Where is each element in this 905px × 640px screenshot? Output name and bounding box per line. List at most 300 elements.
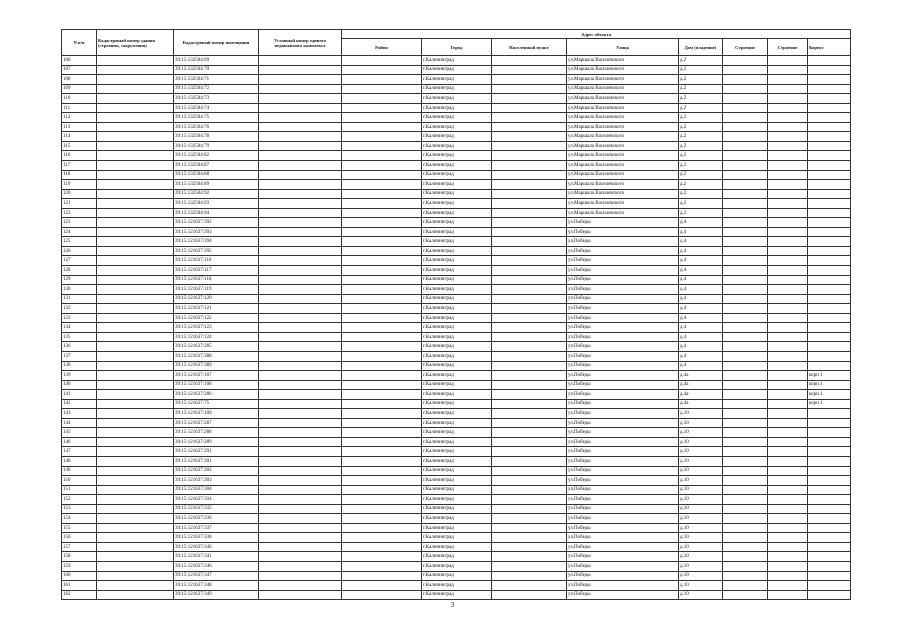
cell-building-cadastral	[97, 342, 174, 352]
cell-complex-number	[259, 227, 342, 237]
table-row	[62, 542, 851, 552]
cell-city: г.Калининград	[422, 161, 492, 171]
cell-house: д.4	[679, 351, 723, 361]
cell-city: г.Калининград	[422, 266, 492, 276]
cell-city: г.Калининград	[422, 476, 492, 486]
cell-structure	[768, 275, 808, 285]
cell-house: д.4	[679, 285, 723, 295]
cell-district	[342, 151, 422, 161]
cell-complex-number	[259, 590, 342, 600]
cell-complex-number	[259, 161, 342, 171]
cell-building	[723, 294, 768, 304]
cell-building-cadastral	[97, 180, 174, 190]
cell-building	[723, 323, 768, 333]
cell-street: ул.Победы	[567, 246, 679, 256]
cell-district	[342, 476, 422, 486]
cell-house: д.2	[679, 161, 723, 171]
cell-structure	[768, 390, 808, 400]
cell-premises-cadastral: 39:15:121637:302	[174, 466, 259, 476]
cell-premises-cadastral: 39:15:132504:73	[174, 94, 259, 104]
cell-complex-number	[259, 256, 342, 266]
cell-number: 127	[62, 256, 97, 266]
cell-korpus	[808, 275, 851, 285]
cell-street: ул.Победы	[567, 514, 679, 524]
cell-number: 122	[62, 208, 97, 218]
cell-premises-cadastral: 39:15:132504:79	[174, 141, 259, 151]
cell-number: 147	[62, 447, 97, 457]
cell-number: 130	[62, 285, 97, 295]
cell-complex-number	[259, 390, 342, 400]
cell-city: г.Калининград	[422, 313, 492, 323]
cell-building-cadastral	[97, 199, 174, 209]
cell-settlement	[492, 552, 567, 562]
cell-complex-number	[259, 351, 342, 361]
cell-number: 155	[62, 523, 97, 533]
cell-building	[723, 571, 768, 581]
cell-house: д.2	[679, 94, 723, 104]
cell-city: г.Калининград	[422, 523, 492, 533]
table-row	[62, 141, 851, 151]
cell-house: д.2	[679, 122, 723, 132]
cell-structure	[768, 504, 808, 514]
cell-building-cadastral	[97, 428, 174, 438]
cell-house: д.2	[679, 208, 723, 218]
cell-structure	[768, 542, 808, 552]
cell-building	[723, 590, 768, 600]
table-row	[62, 237, 851, 247]
header-korpus: Корпус	[808, 39, 851, 56]
cell-district	[342, 533, 422, 543]
cell-house: д.10	[679, 581, 723, 591]
cell-city: г.Калининград	[422, 218, 492, 228]
cell-number: 146	[62, 437, 97, 447]
cell-house: д.10	[679, 447, 723, 457]
cell-complex-number	[259, 466, 342, 476]
cell-number: 154	[62, 514, 97, 524]
cell-premises-cadastral: 39:15:121637:118	[174, 275, 259, 285]
cell-building	[723, 285, 768, 295]
cell-structure	[768, 246, 808, 256]
cell-city: г.Калининград	[422, 103, 492, 113]
cell-premises-cadastral: 39:15:121637:301	[174, 456, 259, 466]
cell-district	[342, 84, 422, 94]
cell-district	[342, 428, 422, 438]
cell-korpus	[808, 476, 851, 486]
cell-house: д.10	[679, 485, 723, 495]
cell-district	[342, 552, 422, 562]
cell-district	[342, 256, 422, 266]
cell-building	[723, 246, 768, 256]
cell-number: 120	[62, 189, 97, 199]
cell-number: 114	[62, 132, 97, 142]
cell-premises-cadastral: 39:15:132504:78	[174, 132, 259, 142]
cell-complex-number	[259, 246, 342, 256]
cell-structure	[768, 533, 808, 543]
cell-complex-number	[259, 189, 342, 199]
table-row	[62, 313, 851, 323]
cell-city: г.Калининград	[422, 437, 492, 447]
cell-street: ул.Маршала Василевского	[567, 56, 679, 66]
cell-settlement	[492, 199, 567, 209]
cell-korpus: корп.1	[808, 380, 851, 390]
cell-house: д.2	[679, 65, 723, 75]
table-row	[62, 275, 851, 285]
cell-building	[723, 132, 768, 142]
cell-city: г.Калининград	[422, 294, 492, 304]
cell-street: ул.Победы	[567, 571, 679, 581]
cell-street: ул.Победы	[567, 533, 679, 543]
cell-korpus	[808, 409, 851, 419]
cell-korpus	[808, 294, 851, 304]
cell-number: 143	[62, 409, 97, 419]
cell-korpus	[808, 542, 851, 552]
cell-korpus	[808, 180, 851, 190]
cell-number: 108	[62, 75, 97, 85]
table-row	[62, 151, 851, 161]
cell-number: 150	[62, 476, 97, 486]
cell-street: ул.Победы	[567, 371, 679, 381]
cell-street: ул.Победы	[567, 227, 679, 237]
cell-structure	[768, 313, 808, 323]
cell-street: ул.Победы	[567, 523, 679, 533]
table-row	[62, 266, 851, 276]
cell-building	[723, 504, 768, 514]
cell-korpus	[808, 304, 851, 314]
table-row	[62, 561, 851, 571]
cell-district	[342, 294, 422, 304]
cell-house: д.4	[679, 304, 723, 314]
cell-building-cadastral	[97, 113, 174, 123]
cell-street: ул.Маршала Василевского	[567, 161, 679, 171]
cell-city: г.Калининград	[422, 504, 492, 514]
cell-number: 115	[62, 141, 97, 151]
cell-complex-number	[259, 266, 342, 276]
cell-building-cadastral	[97, 466, 174, 476]
cell-building	[723, 399, 768, 409]
cell-building	[723, 75, 768, 85]
cell-structure	[768, 456, 808, 466]
cell-premises-cadastral: 39:15:121637:392	[174, 218, 259, 228]
cell-korpus	[808, 428, 851, 438]
cell-structure	[768, 361, 808, 371]
cell-city: г.Калининград	[422, 581, 492, 591]
cell-building	[723, 151, 768, 161]
cell-korpus: корп.1	[808, 390, 851, 400]
cell-street: ул.Маршала Василевского	[567, 113, 679, 123]
cell-building	[723, 523, 768, 533]
cell-structure	[768, 151, 808, 161]
cell-building	[723, 552, 768, 562]
cell-complex-number	[259, 75, 342, 85]
cell-premises-cadastral: 39:15:121637:395	[174, 246, 259, 256]
cell-house: д.4	[679, 256, 723, 266]
cell-settlement	[492, 561, 567, 571]
cell-number: 160	[62, 571, 97, 581]
cell-number: 118	[62, 170, 97, 180]
cell-district	[342, 495, 422, 505]
cell-city: г.Калининград	[422, 65, 492, 75]
cell-number: 133	[62, 313, 97, 323]
cell-structure	[768, 581, 808, 591]
header-complex-number: Условный номер единого недвижимого комплекса	[259, 30, 342, 56]
cell-premises-cadastral: 39:15:121637:349	[174, 590, 259, 600]
cell-city: г.Калининград	[422, 342, 492, 352]
cell-district	[342, 466, 422, 476]
cell-building-cadastral	[97, 189, 174, 199]
cell-number: 138	[62, 361, 97, 371]
cell-settlement	[492, 342, 567, 352]
cell-district	[342, 218, 422, 228]
cell-korpus	[808, 141, 851, 151]
cell-korpus	[808, 418, 851, 428]
cell-complex-number	[259, 180, 342, 190]
cell-district	[342, 227, 422, 237]
cell-building	[723, 180, 768, 190]
cell-city: г.Калининград	[422, 275, 492, 285]
cell-house: д.2	[679, 180, 723, 190]
cell-city: г.Калининград	[422, 371, 492, 381]
cell-settlement	[492, 227, 567, 237]
cell-district	[342, 189, 422, 199]
cell-number: 111	[62, 103, 97, 113]
cell-city: г.Калининград	[422, 94, 492, 104]
cell-structure	[768, 65, 808, 75]
cell-structure	[768, 323, 808, 333]
cell-city: г.Калининград	[422, 75, 492, 85]
cell-building-cadastral	[97, 75, 174, 85]
cell-district	[342, 313, 422, 323]
cell-premises-cadastral: 39:15:121637:124	[174, 332, 259, 342]
cell-structure	[768, 571, 808, 581]
cell-korpus	[808, 533, 851, 543]
cell-building	[723, 256, 768, 266]
cell-settlement	[492, 351, 567, 361]
cell-complex-number	[259, 113, 342, 123]
cell-city: г.Калининград	[422, 399, 492, 409]
cell-structure	[768, 132, 808, 142]
cell-building	[723, 199, 768, 209]
cell-district	[342, 65, 422, 75]
cell-complex-number	[259, 103, 342, 113]
cell-building	[723, 189, 768, 199]
cell-complex-number	[259, 456, 342, 466]
cell-settlement	[492, 371, 567, 381]
cell-premises-cadastral: 39:15:132504:89	[174, 180, 259, 190]
cell-premises-cadastral: 39:15:132504:87	[174, 161, 259, 171]
cell-settlement	[492, 504, 567, 514]
cell-house: д.4а	[679, 399, 723, 409]
cell-premises-cadastral: 39:15:132504:74	[174, 103, 259, 113]
cell-house: д.2	[679, 113, 723, 123]
registry-table	[61, 29, 851, 600]
cell-building	[723, 418, 768, 428]
cell-building	[723, 380, 768, 390]
cell-premises-cadastral: 39:15:121637:389	[174, 361, 259, 371]
cell-structure	[768, 523, 808, 533]
cell-complex-number	[259, 533, 342, 543]
cell-city: г.Калининград	[422, 141, 492, 151]
cell-city: г.Калининград	[422, 590, 492, 600]
cell-district	[342, 332, 422, 342]
cell-district	[342, 523, 422, 533]
cell-house: д.10	[679, 561, 723, 571]
cell-structure	[768, 332, 808, 342]
cell-house: д.4	[679, 294, 723, 304]
cell-city: г.Калининград	[422, 495, 492, 505]
cell-building-cadastral	[97, 56, 174, 66]
cell-city: г.Калининград	[422, 170, 492, 180]
cell-korpus	[808, 447, 851, 457]
cell-city: г.Калининград	[422, 514, 492, 524]
cell-korpus	[808, 189, 851, 199]
cell-district	[342, 342, 422, 352]
cell-structure	[768, 218, 808, 228]
cell-street: ул.Победы	[567, 504, 679, 514]
cell-building	[723, 103, 768, 113]
cell-korpus	[808, 75, 851, 85]
cell-structure	[768, 495, 808, 505]
cell-number: 109	[62, 84, 97, 94]
table-row	[62, 246, 851, 256]
cell-korpus	[808, 342, 851, 352]
cell-korpus	[808, 218, 851, 228]
cell-korpus	[808, 151, 851, 161]
cell-structure	[768, 56, 808, 66]
cell-house: д.10	[679, 456, 723, 466]
cell-number: 107	[62, 65, 97, 75]
cell-district	[342, 170, 422, 180]
cell-city: г.Калининград	[422, 285, 492, 295]
cell-street: ул.Победы	[567, 294, 679, 304]
cell-building-cadastral	[97, 523, 174, 533]
cell-premises-cadastral: 39:15:132504:92	[174, 189, 259, 199]
cell-street: ул.Победы	[567, 456, 679, 466]
cell-complex-number	[259, 151, 342, 161]
cell-building-cadastral	[97, 571, 174, 581]
cell-settlement	[492, 590, 567, 600]
cell-settlement	[492, 456, 567, 466]
cell-settlement	[492, 256, 567, 266]
cell-korpus	[808, 246, 851, 256]
cell-building-cadastral	[97, 380, 174, 390]
cell-premises-cadastral: 39:15:121637:346	[174, 561, 259, 571]
cell-korpus	[808, 485, 851, 495]
cell-district	[342, 323, 422, 333]
cell-city: г.Калининград	[422, 199, 492, 209]
table-row	[62, 351, 851, 361]
cell-settlement	[492, 447, 567, 457]
cell-building	[723, 361, 768, 371]
cell-building	[723, 208, 768, 218]
cell-settlement	[492, 533, 567, 543]
cell-settlement	[492, 380, 567, 390]
table-row	[62, 342, 851, 352]
cell-korpus	[808, 351, 851, 361]
cell-korpus	[808, 256, 851, 266]
header-structure: Строение	[768, 39, 808, 56]
cell-building	[723, 84, 768, 94]
cell-building-cadastral	[97, 581, 174, 591]
cell-house: д.10	[679, 533, 723, 543]
table-row	[62, 132, 851, 142]
cell-building-cadastral	[97, 285, 174, 295]
cell-number: 151	[62, 485, 97, 495]
table-row	[62, 409, 851, 419]
cell-structure	[768, 304, 808, 314]
cell-complex-number	[259, 495, 342, 505]
cell-structure	[768, 380, 808, 390]
cell-house: д.4а	[679, 371, 723, 381]
cell-korpus	[808, 56, 851, 66]
table-row	[62, 447, 851, 457]
cell-city: г.Калининград	[422, 456, 492, 466]
table-row	[62, 456, 851, 466]
cell-structure	[768, 514, 808, 524]
cell-korpus	[808, 504, 851, 514]
cell-premises-cadastral: 39:15:132504:82	[174, 151, 259, 161]
cell-city: г.Калининград	[422, 237, 492, 247]
cell-street: ул.Маршала Василевского	[567, 208, 679, 218]
cell-korpus	[808, 361, 851, 371]
header-city: Город	[422, 39, 492, 56]
cell-district	[342, 141, 422, 151]
cell-premises-cadastral: 39:15:121637:334	[174, 495, 259, 505]
cell-building-cadastral	[97, 390, 174, 400]
cell-street: ул.Победы	[567, 590, 679, 600]
cell-street: ул.Победы	[567, 476, 679, 486]
cell-complex-number	[259, 199, 342, 209]
cell-building-cadastral	[97, 504, 174, 514]
cell-street: ул.Победы	[567, 285, 679, 295]
cell-number: 112	[62, 113, 97, 123]
cell-structure	[768, 590, 808, 600]
cell-complex-number	[259, 437, 342, 447]
cell-house: д.4	[679, 246, 723, 256]
cell-street: ул.Победы	[567, 581, 679, 591]
cell-building	[723, 266, 768, 276]
cell-complex-number	[259, 275, 342, 285]
cell-district	[342, 485, 422, 495]
cell-korpus	[808, 122, 851, 132]
cell-complex-number	[259, 294, 342, 304]
cell-district	[342, 409, 422, 419]
cell-premises-cadastral: 39:15:132504:70	[174, 65, 259, 75]
cell-district	[342, 380, 422, 390]
cell-street: ул.Победы	[567, 552, 679, 562]
cell-premises-cadastral: 39:15:121637:108	[174, 380, 259, 390]
cell-building	[723, 94, 768, 104]
cell-city: г.Калининград	[422, 466, 492, 476]
cell-building-cadastral	[97, 371, 174, 381]
cell-settlement	[492, 485, 567, 495]
cell-building-cadastral	[97, 437, 174, 447]
cell-building-cadastral	[97, 294, 174, 304]
cell-number: 131	[62, 294, 97, 304]
cell-premises-cadastral: 39:15:121637:291	[174, 447, 259, 457]
table-row	[62, 218, 851, 228]
table-row	[62, 84, 851, 94]
cell-structure	[768, 199, 808, 209]
cell-complex-number	[259, 122, 342, 132]
cell-settlement	[492, 170, 567, 180]
cell-city: г.Калининград	[422, 227, 492, 237]
cell-city: г.Калининград	[422, 189, 492, 199]
cell-street: ул.Победы	[567, 304, 679, 314]
cell-structure	[768, 103, 808, 113]
cell-settlement	[492, 246, 567, 256]
cell-korpus	[808, 466, 851, 476]
cell-settlement	[492, 466, 567, 476]
